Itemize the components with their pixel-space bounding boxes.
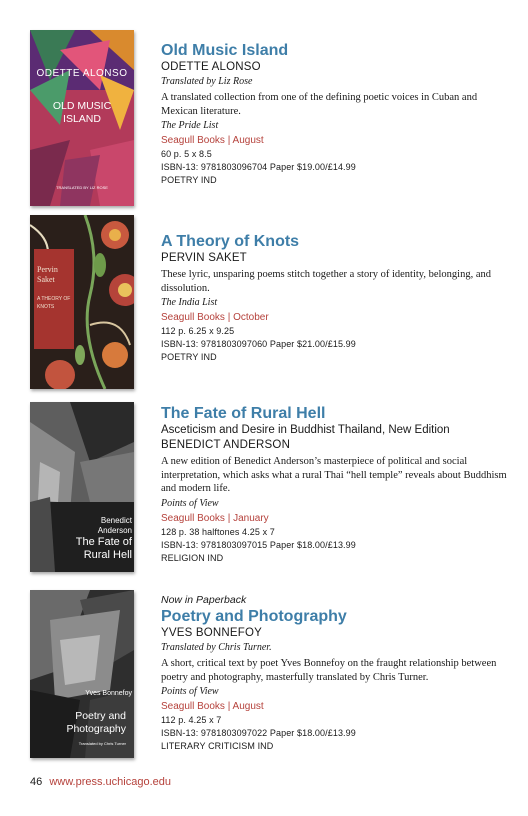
book-translator: Translated by Liz Rose	[161, 76, 253, 87]
book-publisher-line: Seagull Books | October	[161, 312, 269, 323]
book-entry-poetry-and-photography	[30, 590, 510, 770]
book-isbn: ISBN-13: 9781803096704 Paper $19.00/£14.99	[161, 162, 356, 172]
cover-translator: Translated by Chris Turner	[78, 741, 126, 746]
book-category: RELIGION IND	[161, 552, 224, 563]
book-category: LITERARY CRITICISM IND	[161, 741, 274, 751]
book-pages: 112 p. 4.25 x 7	[161, 715, 222, 725]
book-pages: 60 p. 5 x 8.5	[161, 149, 212, 159]
book-series: Points of View	[161, 497, 219, 509]
book-description: A translated collection from one of the defining poetic voices in Cuban and Mexican literature.	[161, 92, 478, 117]
book-author: PERVIN SAKET	[161, 252, 247, 264]
book-author: ODETTE ALONSO	[161, 61, 261, 73]
book-series: Points of View	[161, 686, 219, 697]
cover-translator: TRANSLATED BY LIZ ROSE	[56, 185, 108, 190]
book-entry-the-fate-of-rural-hell	[30, 402, 510, 582]
cover-author: ODETTE ALONSO	[36, 68, 128, 79]
book-description: A new edition of Benedict Anderson’s masterpiece of political and social interpretation, which asks what a rural Thai “hell temple” reveals about Buddhism and modern life.	[161, 456, 507, 494]
book-entry-old-music-island	[30, 30, 510, 210]
book-isbn: ISBN-13: 9781803097060 Paper $21.00/£15.99	[161, 339, 356, 349]
book-info	[161, 404, 513, 565]
book-publisher-line: Seagull Books | August	[161, 135, 264, 146]
book-isbn: ISBN-13: 9781803097022 Paper $18.00/£13.99	[161, 728, 356, 738]
book-category: POETRY IND	[161, 175, 217, 185]
book-publisher-line: Seagull Books | August	[161, 701, 264, 712]
cover-title: A THEORY OF KNOTS	[37, 296, 71, 310]
cover-title: OLD MUSIC ISLAND	[52, 100, 112, 125]
cover-author: Benedict Anderson	[97, 516, 132, 535]
book-cover-poetry-and-photography[interactable]	[30, 590, 134, 758]
book-subtitle: Asceticism and Desire in Buddhist Thailand, New Edition	[161, 424, 450, 436]
book-info	[161, 232, 513, 364]
cover-title: The Fate of Rural Hell	[75, 536, 132, 561]
book-cover-the-fate-of-rural-hell[interactable]	[30, 402, 134, 572]
book-title[interactable]: A Theory of Knots	[161, 233, 300, 250]
page-number: 46	[30, 776, 43, 788]
book-title[interactable]: The Fate of Rural Hell	[161, 405, 326, 422]
book-translator: Translated by Chris Turner.	[161, 642, 272, 653]
book-title[interactable]: Old Music Island	[161, 42, 289, 59]
book-kicker: Now in Paperback	[161, 594, 247, 606]
cover-author: Yves Bonnefoy	[85, 690, 132, 697]
book-author: YVES BONNEFOY	[161, 627, 263, 639]
book-info	[161, 41, 513, 187]
page-footer	[30, 776, 171, 788]
book-series: The India List	[161, 297, 218, 308]
book-category: POETRY IND	[161, 352, 217, 362]
footer-url-link[interactable]: www.press.uchicago.edu	[49, 776, 171, 788]
cover-author: Pervin Saket	[37, 265, 58, 284]
book-isbn: ISBN-13: 9781803097015 Paper $18.00/£13.99	[161, 539, 356, 550]
book-cover-a-theory-of-knots[interactable]	[30, 215, 134, 389]
book-publisher-line: Seagull Books | January	[161, 512, 269, 524]
cover-title: Poetry and Photography	[66, 710, 126, 735]
book-info	[161, 593, 513, 753]
book-description: A short, critical text by poet Yves Bonnefoy on the fraught relationship between poetry and photography, masterfully translated by Chris Turner.	[161, 658, 497, 683]
book-series: The Pride List	[161, 120, 219, 131]
book-title[interactable]: Poetry and Photography	[161, 608, 347, 625]
book-cover-old-music-island[interactable]	[30, 30, 134, 206]
book-pages: 128 p. 38 halftones 4.25 x 7	[161, 526, 275, 537]
book-author: BENEDICT ANDERSON	[161, 439, 291, 451]
book-description: These lyric, unsparing poems stitch together a story of identity, belonging, and dissolution.	[161, 269, 491, 294]
book-entry-a-theory-of-knots	[30, 215, 510, 395]
book-pages: 112 p. 6.25 x 9.25	[161, 326, 235, 336]
